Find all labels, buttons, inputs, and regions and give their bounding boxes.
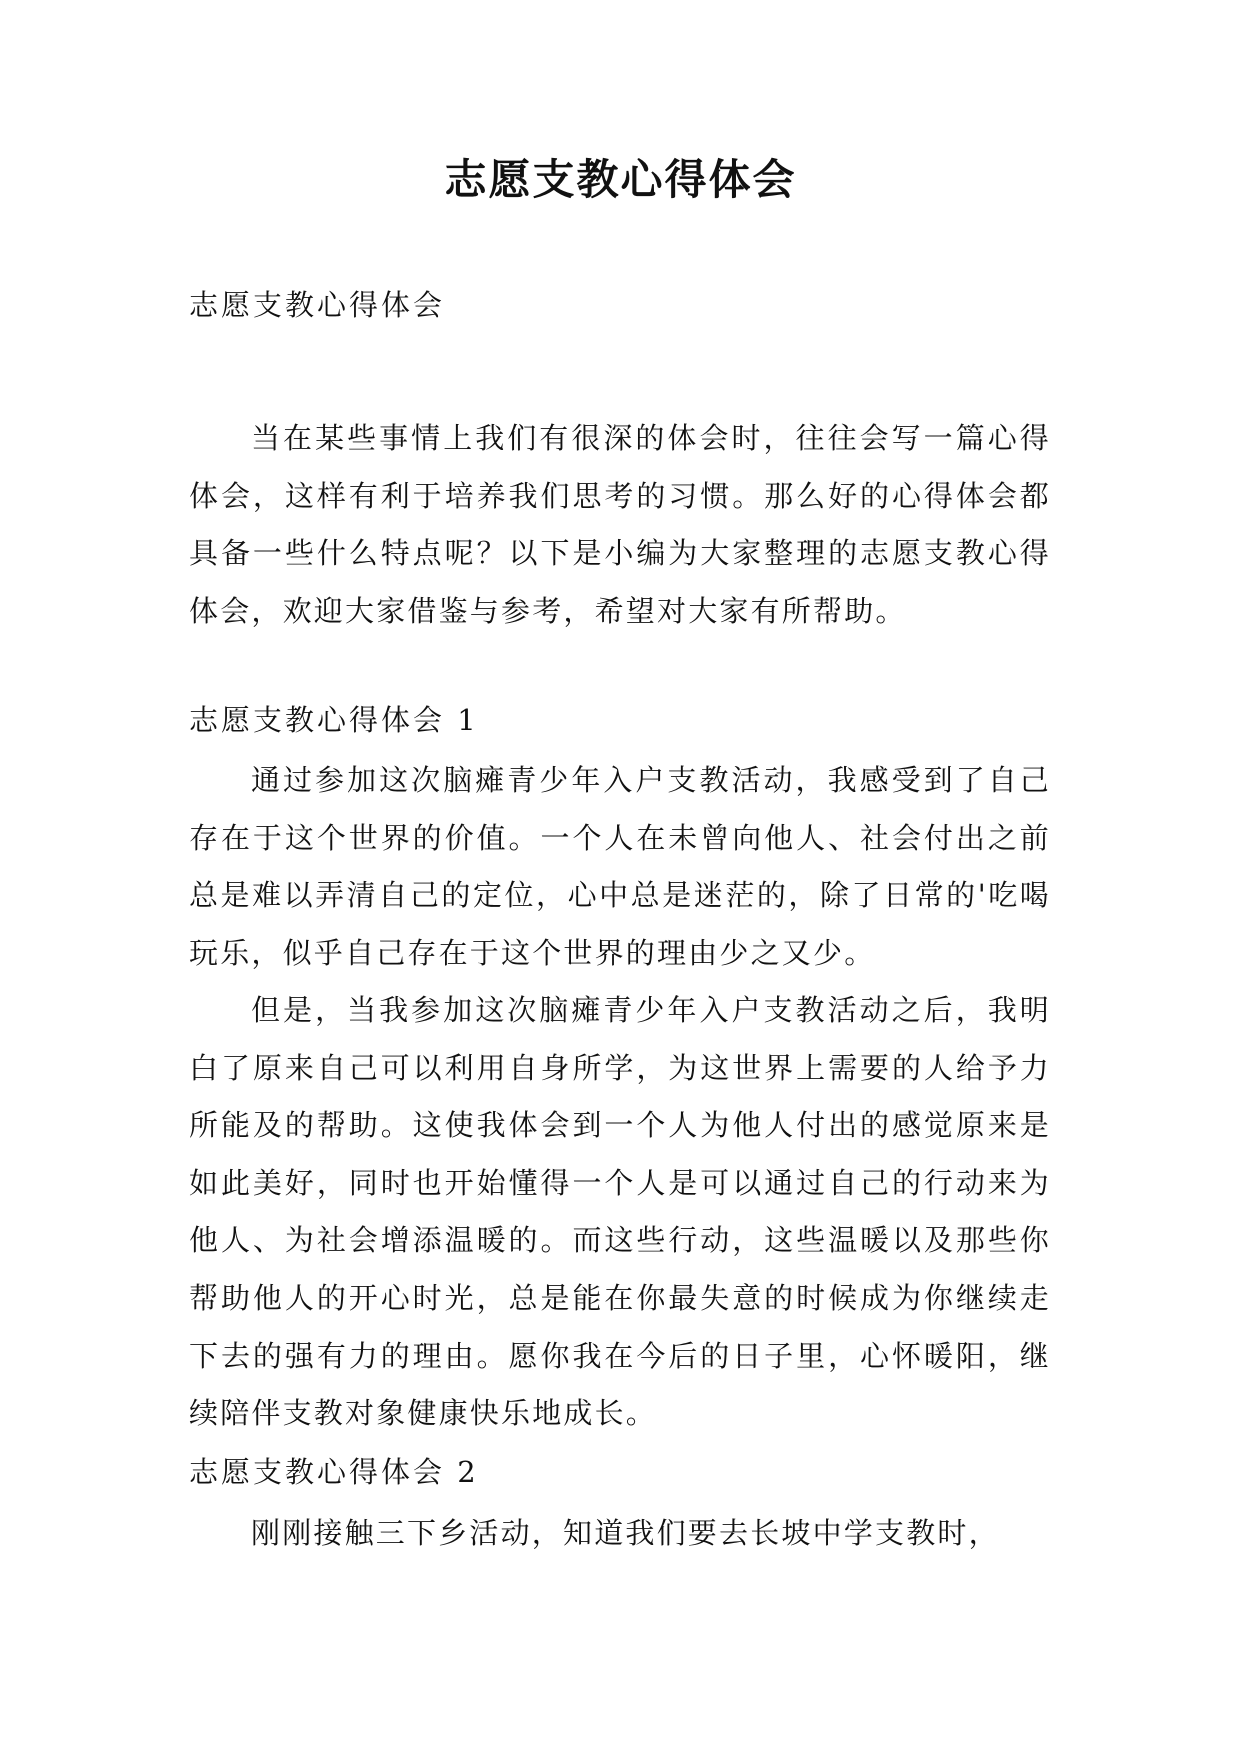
section-2-paragraph-1: 刚刚接触三下乡活动，知道我们要去长坡中学支教时， — [251, 1516, 1000, 1550]
section-1-paragraph-1: 通过参加这次脑瘫青少年入户支教活动，我感受到了自己存在于这个世界的价值。一个人在未曾向他人、社会付出之前总是难以弄清自己的定位，心中总是迷茫的，除了日常的'吃喝玩乐，似乎自己存在于这个世界的理由少之又少。 — [189, 763, 1051, 970]
document-title: 志愿支教心得体会 — [444, 155, 797, 204]
document-subtitle: 志愿支教心得体会 — [189, 288, 446, 322]
section-heading-1: 志愿支教心得体会 1 — [189, 703, 479, 737]
section-1-paragraph-2: 但是，当我参加这次脑瘫青少年入户支教活动之后，我明白了原来自己可以利用自身所学，为这世界上需要的人给予力所能及的帮助。这使我体会到一个人为他人付出的感觉原来是如此美好，同时也开始懂得一个人是可以通过自己的行动来为他人、为社会增添温暖的。而这些行动，这些温暖以及那些你帮助他人的开心时光，总是能在你最失意的时候成为你继续走下去的强有力的理由。愿你我在今后的日子里，心怀暖阳，继续陪伴支教对象健康快乐地成长。 — [189, 993, 1051, 1431]
section-heading-2: 志愿支教心得体会 2 — [189, 1455, 479, 1489]
intro-paragraph: 当在某些事情上我们有很深的体会时，往往会写一篇心得体会，这样有利于培养我们思考的习惯。那么好的心得体会都具备一些什么特点呢？以下是小编为大家整理的志愿支教心得体会，欢迎大家借鉴与参考，希望对大家有所帮助。 — [189, 421, 1051, 628]
